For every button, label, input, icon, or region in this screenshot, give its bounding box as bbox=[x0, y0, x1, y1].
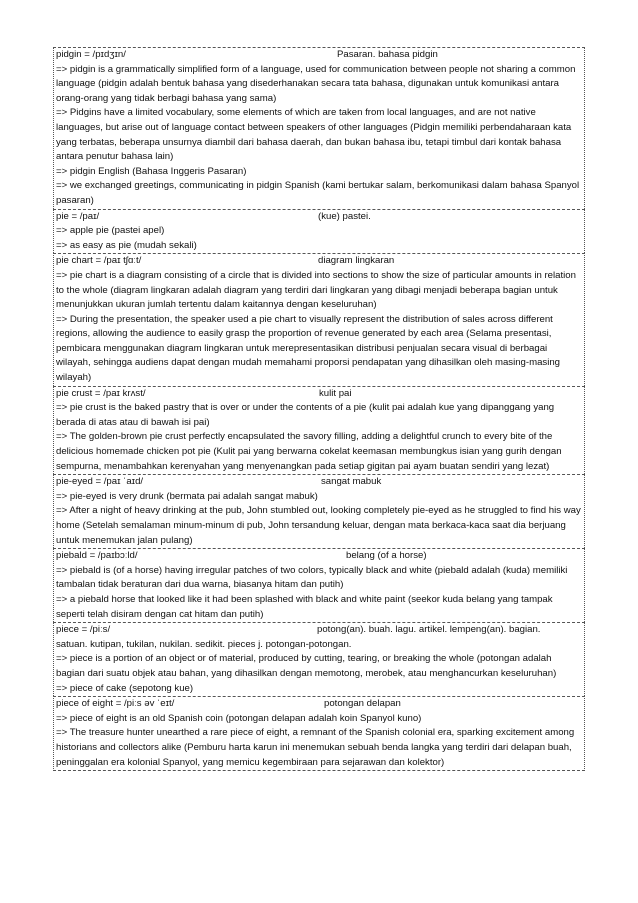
entry-line: => pie chart is a diagram consisting of a circle that is divided into sections to show the size of particular amounts in relation to the whole (diagram lingkaran adalah diagram yang terdiri dari lingkaran yang dibagi menjadi beberapa bagian untuk menunjukkan ukuran jumlah tertentu dalam kaitannya dengan keseluruhan) bbox=[56, 269, 576, 311]
entry-line: => The golden-brown pie crust perfectly encapsulated the savory filling, adding a delightful crunch to every bite of the delicious homemade chicken pot pie (Kulit pai yang berwarna cokelat keemasan membungkus isian yang gurih dengan sempurna, menambahkan kerenyahan yang menyenangkan pada setiap gigitan pai ayam buatan sendiri yang lezat) bbox=[56, 431, 562, 472]
entry-headword-row bbox=[56, 475, 582, 490]
entry-line: => piebald is (of a horse) having irregular patches of two colors, typically black and white (piebald adalah (kuda) memiliki tambalan tidak beraturan dari dua warna, biasanya hitam dan putih) bbox=[56, 564, 568, 591]
dictionary-entry bbox=[53, 696, 585, 771]
entry-line: => we exchanged greetings, communicating in pidgin Spanish (kami bertukar salam, berkomunikasi dalam bahasa Spanyol pasaran) bbox=[56, 180, 580, 206]
entry-headword-row bbox=[56, 48, 582, 63]
dictionary-entry bbox=[53, 622, 585, 696]
entry-line: => piece of cake (sepotong kue) bbox=[56, 682, 194, 694]
entry-headword: piebald = /paɪbɔːld/ bbox=[56, 550, 138, 562]
entry-headword: pie crust = /paɪ krʌst/ bbox=[56, 387, 146, 399]
entry-line: => as easy as pie (mudah sekali) bbox=[56, 239, 197, 251]
entry-headword-row bbox=[56, 210, 582, 225]
entry-headword: pie = /paɪ/ bbox=[56, 210, 100, 222]
entry-line: => pidgin English (Bahasa Inggeris Pasaran) bbox=[56, 165, 247, 177]
entry-line: => pie-eyed is very drunk (bermata pai adalah sangat mabuk) bbox=[56, 490, 318, 502]
dictionary-entry bbox=[53, 47, 585, 209]
entry-line: => pidgin is a grammatically simplified form of a language, used for communication between people not sharing a common language (pidgin adalah bentuk bahasa yang disederhanakan secara tata bahasa, digunakan untuk komunikasi antara orang-orang yang tidak berbagi bahasa yang sama) bbox=[56, 63, 576, 104]
entry-meaning: Pasaran. bahasa pidgin bbox=[337, 49, 438, 60]
entry-line: => piece is a portion of an object or of material, produced by cutting, tearing, or breaking the whole (potongan adalah bagian dari suatu objek atau bahan, yang dihasilkan dengan memotong, merobek, atau menghancurkan keseluruhan) bbox=[56, 653, 557, 679]
entry-headword: pie chart = /paɪ tʃɑːt/ bbox=[56, 255, 142, 267]
dictionary-page bbox=[53, 47, 585, 771]
entry-line: => apple pie (pastei apel) bbox=[56, 225, 165, 237]
dictionary-entry bbox=[53, 253, 585, 385]
entry-meaning: diagram lingkaran bbox=[318, 255, 395, 267]
entry-line: => a piebald horse that looked like it had been splashed with black and white paint (seekor kuda belang yang tampak seperti telah disiram dengan cat hitam dan putih) bbox=[56, 593, 553, 620]
entry-headword-row bbox=[56, 623, 582, 638]
entry-meaning: (kue) pastei. bbox=[318, 210, 371, 222]
entry-headword-row bbox=[56, 549, 582, 564]
entry-line: => Pidgins have a limited vocabulary, some elements of which are taken from local languages, and are not native languages, but arise out of language contact between speakers of other languages (Pidgin memiliki perbendaharaan kata yang terbatas, beberapa unsurnya diambil dari bahasa daerah, dan bukan bahasa ibu, tetapi timbul dari kontak bahasa antara penutur bahasa lain) bbox=[56, 107, 572, 163]
entry-headword: pidgin = /pɪdʒɪn/ bbox=[56, 49, 126, 60]
entry-headword-row bbox=[56, 254, 582, 269]
entry-meaning: potongan delapan bbox=[324, 698, 401, 710]
entry-line: => piece of eight is an old Spanish coin (potongan delapan adalah koin Spanyol kuno) bbox=[56, 712, 422, 724]
entry-headword-row bbox=[56, 387, 582, 402]
entry-meaning: belang (of a horse) bbox=[346, 550, 427, 562]
dictionary-entry bbox=[53, 209, 585, 254]
entry-headword: pie-eyed = /paɪ ˈaɪd/ bbox=[56, 476, 144, 488]
entry-line: satuan. kutipan, tukilan, nukilan. sedikit. pieces j. potongan-potongan. bbox=[56, 638, 352, 650]
entry-line: => pie crust is the baked pastry that is over or under the contents of a pie (kulit pai adalah kue yang dipanggang yang berada di atas atau di bawah isi pai) bbox=[56, 402, 555, 428]
entry-headword: piece of eight = /piːs əv ˈeɪt/ bbox=[56, 698, 175, 710]
entry-line: => After a night of heavy drinking at the pub, John stumbled out, looking completely pie-eyed as he struggled to find his way home (Setelah semalaman minum-minum di pub, John tersandung keluar, dengan mata berkaca-kaca saat dia berjuang untuk menemukan jalan pulang) bbox=[56, 505, 581, 546]
entry-headword: piece = /piːs/ bbox=[56, 624, 111, 636]
dictionary-entry bbox=[53, 548, 585, 622]
dictionary-entry bbox=[53, 386, 585, 475]
entry-line: => During the presentation, the speaker used a pie chart to visually represent the distribution of sales across different regions, allowing the audience to easily grasp the proportion of revenue generated by each area (Selama presentasi, pembicara menggunakan diagram lingkaran untuk merepresentasikan distribusi penjualan secara visual di berbagai wilayah, sehingga audiens dapat dengan mudah memahami proporsi pendapatan yang dihasilkan oleh masing-masing wilayah) bbox=[56, 313, 560, 384]
entry-line: => The treasure hunter unearthed a rare piece of eight, a remnant of the Spanish colonial era, sparking excitement among historians and collectors alike (Pemburu harta karun ini menemukan sebuah benda langka yang terdiri dari delapan buah, peninggalan era kolonial Spanyol, yang memicu kegembiraan para sejarawan dan kolektor) bbox=[56, 727, 575, 768]
entry-meaning: sangat mabuk bbox=[321, 476, 382, 488]
entry-headword-row bbox=[56, 697, 582, 712]
entry-meaning: kulit pai bbox=[319, 387, 352, 399]
entry-meaning: potong(an). buah. lagu. artikel. lempeng(an). bagian. bbox=[317, 624, 541, 636]
dictionary-entry bbox=[53, 474, 585, 548]
